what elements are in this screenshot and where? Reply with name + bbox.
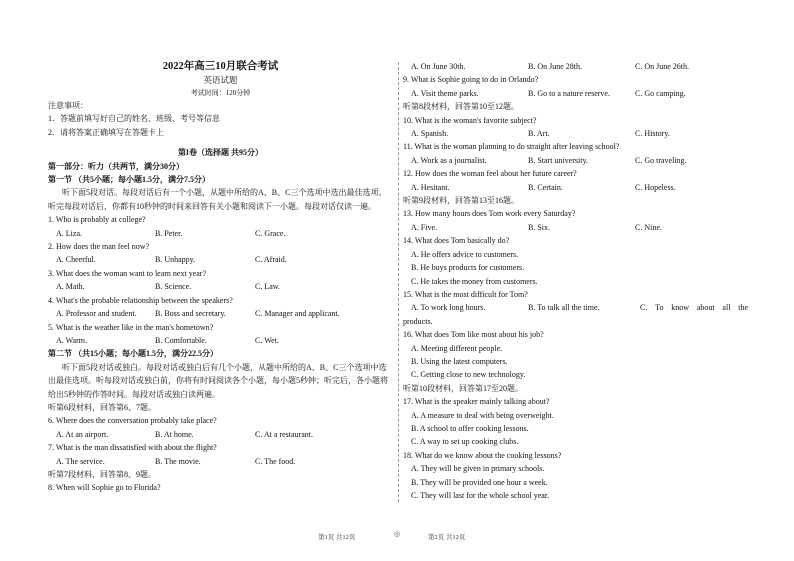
question-10: 10. What is the woman's favorite subject?: [403, 115, 537, 125]
option-a[interactable]: A. Cheerful.: [56, 255, 96, 265]
option-b[interactable]: B. A school to offer cooking lessons.: [411, 423, 529, 433]
question-9: 9. What is Sophie going to do in Orlando?: [403, 75, 539, 85]
option-c[interactable]: C. Afraid.: [255, 255, 287, 265]
question-5: 5. What is the weather like in the man's hometown?: [48, 322, 214, 332]
section2-intro: 听下面5段对话或独白。每段对话或独白后有几个小题，从题中所给的A、B、C三个选项中选出最佳选项。听每段对话或独白前，你将有时间阅读各个小题，每小题5秒钟；听完后，各小题将给出5秒钟的作答时间。每段对话或独白读两遍。: [48, 362, 388, 399]
right-column: [403, 60, 748, 502]
option-a[interactable]: A. Liza.: [56, 228, 82, 238]
material-9-note: 听第9段材料，回答第13至16题。: [403, 196, 519, 206]
section2-heading: 第二节 （共15小题；每小题1.5分，满分22.5分）: [48, 349, 218, 359]
option-c[interactable]: C. At a restaurant.: [255, 429, 313, 439]
option-b[interactable]: B. Science.: [155, 282, 192, 292]
option-c[interactable]: C. A way to set up cooking clubs.: [411, 437, 519, 447]
question-18: 18. What do we know about the cooking lessons?: [403, 450, 562, 460]
exam-time: 考试时间：120分钟: [190, 89, 251, 97]
question-13-options: [403, 221, 748, 234]
question-13: 13. How many hours does Tom work every Saturday?: [403, 209, 576, 219]
part1-heading: 第一部分：听力（共两节，满分30分）: [48, 161, 184, 171]
option-c[interactable]: C. On June 26th.: [635, 62, 689, 71]
note-item: 2．请将答案正确填写在答题卡上: [48, 127, 164, 137]
question-4: 4. What's the probable relationship between the speakers?: [48, 295, 233, 305]
option-c-word: all: [722, 303, 731, 313]
option-c[interactable]: C. Grace.: [255, 228, 286, 238]
question-10-options: [403, 127, 748, 140]
question-7-options: [48, 455, 393, 468]
option-b[interactable]: B. Comfortable.: [155, 335, 207, 345]
question-7: 7. What is the man dissatisfied with about the flight?: [48, 443, 217, 453]
option-c[interactable]: C. Go traveling.: [635, 155, 687, 165]
option-c[interactable]: C. The food.: [255, 456, 296, 466]
option-c[interactable]: C. Nine.: [635, 222, 662, 232]
footer-page-right: 第2页 共12页: [428, 534, 466, 541]
option-b[interactable]: B. Using the latest computers.: [411, 356, 508, 366]
option-a[interactable]: A. Visit theme parks.: [411, 88, 479, 98]
option-a[interactable]: A. A measure to deal with being overweight.: [411, 410, 554, 420]
option-a[interactable]: A. The service.: [56, 456, 105, 466]
option-b[interactable]: B. Six.: [528, 222, 551, 232]
question-3-options: [48, 280, 393, 293]
option-a[interactable]: A. Work as a journalist.: [411, 155, 487, 165]
question-9-options: [403, 87, 748, 100]
option-a[interactable]: A. Spanish.: [411, 129, 449, 139]
question-17: 17. What is the speaker mainly talking about?: [403, 397, 550, 407]
option-c[interactable]: C. Go camping.: [635, 88, 686, 98]
question-15: 15. What is the most difficult for Tom?: [403, 289, 528, 299]
exam-title: 2022年高三10月联合考试: [162, 61, 279, 72]
option-c[interactable]: C. History.: [635, 129, 670, 139]
material-10-note: 听第10段材料，回答第17至20题。: [403, 383, 523, 393]
option-a[interactable]: A. Professor and student.: [56, 309, 137, 319]
question-4-options: [48, 307, 393, 320]
option-a[interactable]: A. To work long hours.: [411, 303, 486, 313]
left-column: [48, 60, 393, 495]
question-1-options: [48, 227, 393, 240]
section1-intro: 听完每段对话后，你都有10秒钟的时间来回答有关小题和阅读下一小题。每段对话仅读一遍。: [48, 201, 376, 211]
question-2: 2. How does the man feel now?: [48, 242, 150, 252]
option-c-word: C.: [640, 303, 648, 313]
option-b[interactable]: B. To talk all the time.: [528, 303, 600, 313]
material-6-note: 听第6段材料，回答第6、7题。: [48, 402, 156, 412]
question-16: 16. What does Tom like most about his job?: [403, 330, 544, 340]
option-a[interactable]: A. They will be given in primary schools.: [411, 464, 545, 474]
material-7-note: 听第7段材料，回答第8、9题。: [48, 469, 156, 479]
notes-heading: 注意事项：: [48, 101, 88, 110]
section1-intro: 听下面5段对话。每段对话后有一个小题，从题中所给的A、B、C三个选项中选出最佳选项。: [62, 188, 387, 198]
question-12: 12. How does the woman feel about her future career?: [403, 169, 577, 179]
option-a[interactable]: A. Math.: [56, 282, 85, 292]
question-11: 11. What is the woman planning to do straight after leaving school?: [403, 142, 620, 152]
question-6-options: [48, 428, 393, 441]
volume-heading: 第I卷（选择题 共95分）: [177, 148, 264, 158]
option-b[interactable]: B. Go to a nature reserve.: [528, 88, 610, 98]
question-11-options: [403, 154, 748, 167]
option-b[interactable]: B. They will be provided one hour a week.: [411, 477, 548, 487]
option-c[interactable]: C. Law.: [255, 282, 281, 292]
question-2-options: [48, 253, 393, 266]
column-divider: [398, 62, 399, 502]
option-a[interactable]: A. Five.: [411, 222, 437, 232]
option-b[interactable]: B. Art.: [528, 129, 550, 139]
option-a[interactable]: A. Warm.: [56, 335, 87, 345]
option-c-word: about: [696, 303, 715, 313]
section1-heading: 第一节 （共5小题；每小题1.5分，满分7.5分）: [48, 175, 210, 185]
question-5-options: [48, 334, 393, 347]
question-6: 6. Where does the conversation probably take place?: [48, 416, 217, 426]
exam-subtitle: 英语试题: [203, 75, 238, 85]
question-1: 1. Who is probably at college?: [48, 215, 146, 225]
option-c-word: the: [738, 303, 748, 313]
option-b[interactable]: B. At home.: [155, 429, 194, 439]
option-c[interactable]: C. They will last for the whole school year.: [411, 491, 550, 500]
question-14: 14. What does Tom basically do?: [403, 236, 510, 246]
option-c[interactable]: C. Manager and applicant.: [255, 309, 340, 319]
note-item: 1．答题前填写好自己的姓名、班级、考号等信息: [48, 114, 220, 124]
option-a[interactable]: A. Meeting different people.: [411, 343, 503, 353]
option-b[interactable]: B. On June 28th.: [528, 62, 582, 71]
option-b[interactable]: B. Peter.: [155, 228, 183, 238]
option-c-continuation: products.: [403, 316, 433, 326]
option-b[interactable]: B. Unhappy.: [155, 255, 196, 265]
option-c[interactable]: C. Getting close to new technology.: [411, 370, 526, 380]
option-a[interactable]: A. He offers advice to customers.: [411, 249, 519, 259]
center-mark-icon: ◎: [394, 530, 401, 538]
option-c[interactable]: C. Wet.: [255, 335, 279, 345]
option-b[interactable]: B. Boss and secretary.: [155, 309, 226, 319]
footer-page-left: 第1页 共12页: [318, 534, 356, 541]
option-c[interactable]: C. He takes the money from customers.: [411, 276, 538, 286]
option-c-word: To: [655, 303, 664, 313]
question-3: 3. What does the woman want to learn next year?: [48, 268, 207, 278]
option-a[interactable]: A. On June 30th.: [411, 62, 466, 71]
option-a[interactable]: A. Hesitant.: [411, 182, 450, 192]
option-c[interactable]: C. Hopeless.: [635, 182, 676, 192]
question-12-options: [403, 181, 748, 194]
option-b[interactable]: B. Start university.: [528, 155, 588, 165]
option-b[interactable]: B. Certain.: [528, 182, 563, 192]
material-8-note: 听第8段材料，回答第10至12题。: [403, 102, 519, 112]
question-8: 8. When will Sophie go to Florida?: [48, 483, 161, 493]
option-c[interactable]: [640, 301, 748, 314]
option-a[interactable]: A. At an airport.: [56, 429, 109, 439]
question-8-options: [403, 60, 748, 73]
question-15-options: [403, 301, 748, 314]
option-c-word: know: [671, 303, 690, 313]
option-b[interactable]: B. He buys products for customers.: [411, 263, 525, 273]
option-b[interactable]: B. The movie.: [155, 456, 201, 466]
